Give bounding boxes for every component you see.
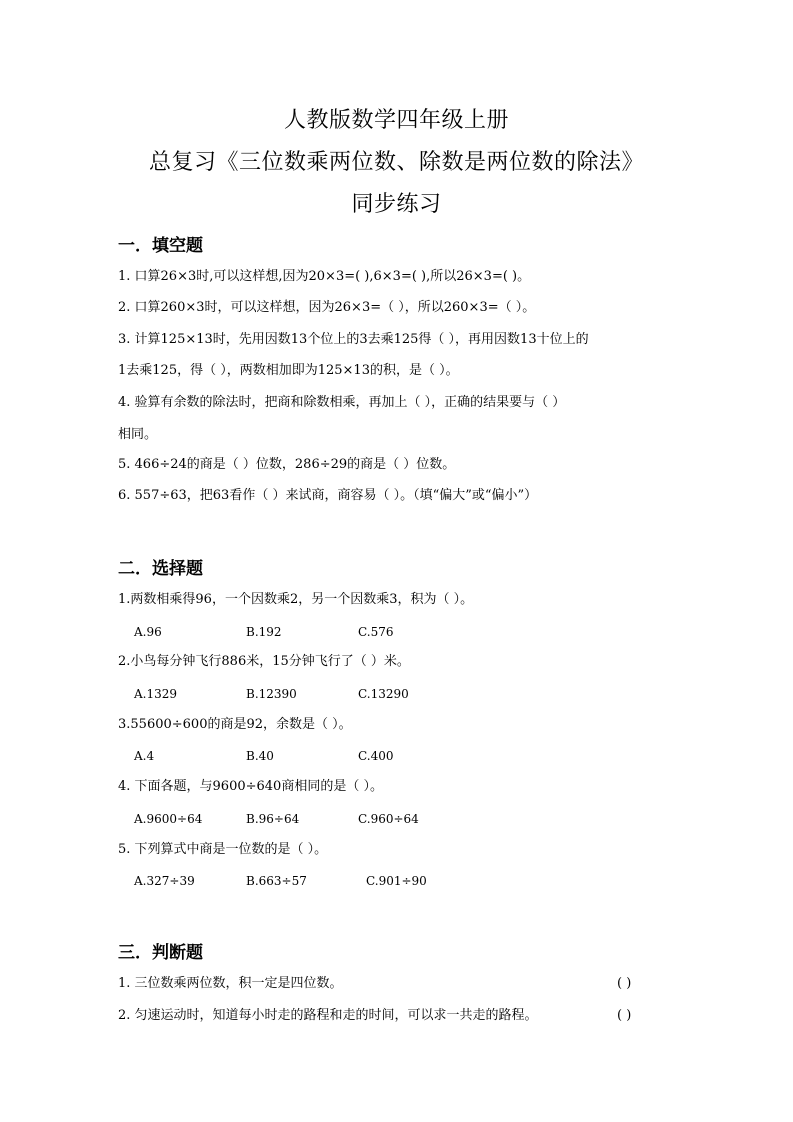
- choice-2-option-a: A.1329: [134, 687, 178, 701]
- choice-2-option-c: C.13290: [358, 687, 409, 701]
- choice-2-option-b: B.12390: [246, 687, 297, 701]
- choice-question-4: 4. 下面各题，与9600÷640商相同的是（ ）。: [118, 779, 383, 794]
- choice-1-option-a: A.96: [134, 625, 162, 639]
- title-line-2: 总复习《三位数乘两位数、除数是两位数的除法》: [148, 150, 644, 175]
- judge-question-1: 1. 三位数乘两位数，积一定是四位数。: [118, 976, 343, 991]
- choice-question-5: 5. 下列算式中商是一位数的是（ ）。: [118, 842, 328, 857]
- section-heading-fill-in: 一．填空题: [118, 236, 203, 256]
- choice-4-option-b: B.96÷64: [246, 812, 300, 826]
- fill-question-5: 5. 466÷24的商是（ ）位数，286÷29的商是（ ）位数。: [118, 457, 456, 472]
- choice-question-2: 2.小鸟每分钟飞行886米，15分钟飞行了（ ）米。: [118, 654, 410, 669]
- choice-3-option-c: C.400: [358, 749, 394, 763]
- choice-5-option-b: B.663÷57: [246, 874, 307, 888]
- judge-question-2: 2. 匀速运动时，知道每小时走的路程和走的时间，可以求一共走的路程。: [118, 1008, 538, 1023]
- title-line-1: 人教版数学四年级上册: [283, 108, 509, 133]
- judge-answer-bracket-1: ( ): [617, 976, 632, 991]
- fill-question-3-line-2: 1去乘125，得（ ），两数相加即为125×13的积，是（ ）。: [118, 363, 459, 378]
- choice-3-option-a: A.4: [134, 749, 155, 763]
- section-heading-choice: 二．选择题: [118, 559, 203, 579]
- choice-5-option-a: A.327÷39: [134, 874, 195, 888]
- fill-question-1: 1. 口算26×3时,可以这样想,因为20×3=( ),6×3=( ),所以26×3=( )。: [118, 269, 531, 284]
- choice-3-option-b: B.40: [246, 749, 274, 763]
- choice-4-option-a: A.9600÷64: [134, 812, 203, 826]
- fill-question-3-line-1: 3. 计算125×13时，先用因数13个位上的3去乘125得（ ），再用因数13十位上的: [118, 332, 589, 347]
- choice-5-option-c: C.901÷90: [366, 874, 427, 888]
- title-line-3: 同步练习: [351, 192, 442, 217]
- fill-question-4-line-2: 相同。: [118, 427, 158, 442]
- fill-question-4-line-1: 4. 验算有余数的除法时，把商和除数相乘，再加上（ ），正确的结果要与（ ）: [118, 395, 566, 410]
- choice-4-option-c: C.960÷64: [358, 812, 419, 826]
- choice-question-1: 1.两数相乘得96，一个因数乘2，另一个因数乘3，积为（ ）。: [118, 592, 474, 607]
- choice-question-3: 3.55600÷600的商是92，余数是（ ）。: [118, 717, 352, 732]
- fill-question-6: 6. 557÷63，把63看作（ ）来试商，商容易（ ）。（填“偏大”或“偏小”）: [118, 488, 538, 503]
- choice-1-option-b: B.192: [246, 625, 282, 639]
- section-heading-true-false: 三．判断题: [118, 943, 203, 963]
- fill-question-2: 2. 口算260×3时，可以这样想，因为26×3=（ ），所以260×3=（ ）。: [118, 300, 536, 315]
- judge-answer-bracket-2: ( ): [617, 1008, 632, 1023]
- choice-1-option-c: C.576: [358, 625, 394, 639]
